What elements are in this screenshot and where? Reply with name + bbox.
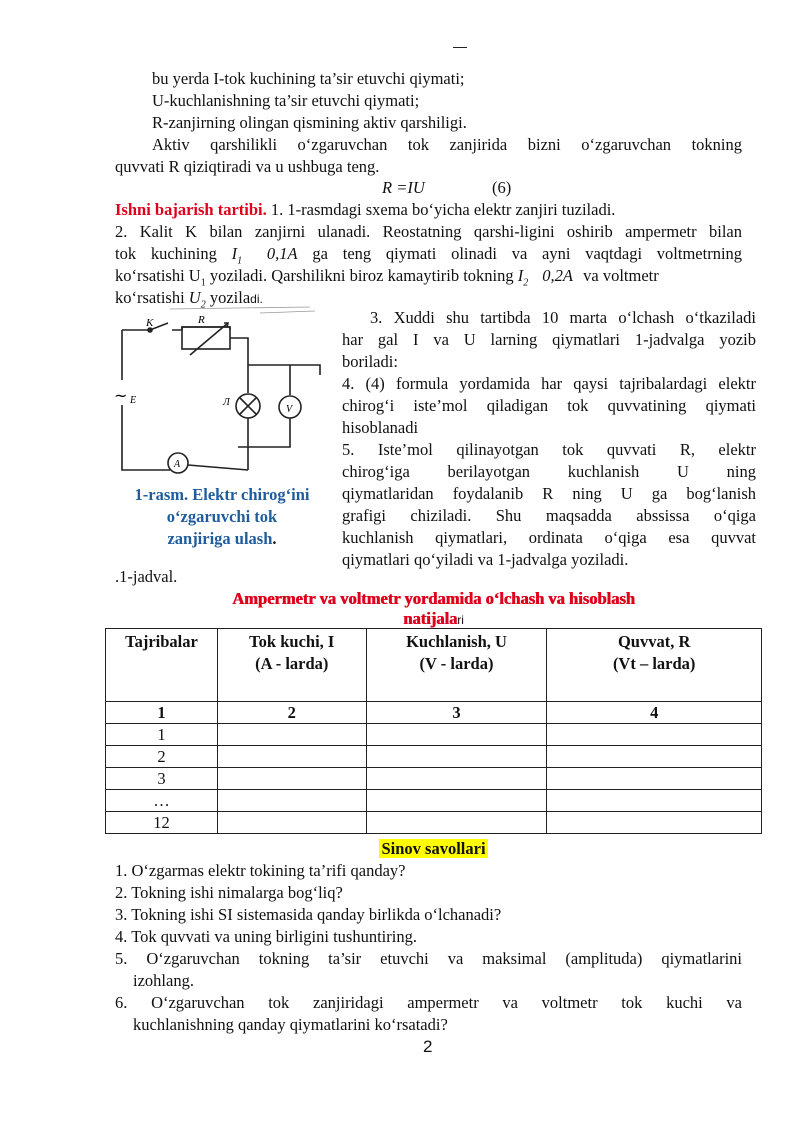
label-v: V: [286, 404, 293, 415]
procedure-step-1: [115, 199, 615, 221]
label-k: K: [146, 317, 154, 329]
right-line-5: chirog‘i iste’mol qiladigan tok quvvatining qiymati: [342, 396, 756, 415]
u1-sub: 1: [200, 277, 206, 289]
formula-number: (6): [492, 178, 512, 197]
cell-voltage: [366, 812, 547, 834]
right-line-3: boriladi:: [342, 352, 398, 371]
step2-text-c: ko‘rsatishi U: [115, 266, 201, 285]
table-row: [106, 812, 762, 834]
cell-voltage: [366, 724, 547, 746]
question-1: 1. O‘zgarmas elektr tokining ta’rifi qanday?: [115, 861, 406, 880]
caption-line-3-period: .: [272, 529, 277, 548]
cell-power: [547, 768, 762, 790]
lamp-cross: [240, 398, 256, 414]
right-line-1: 3. Xuddi shu tartibda 10 marta o‘lchash o‘tkaziladi: [370, 308, 756, 327]
label-lamp: Л: [223, 397, 230, 408]
questions-heading: Sinov savollari: [381, 839, 486, 858]
header-quvvat-line-2: (Vt – larda): [612, 654, 696, 673]
header-kuchlanish-line-2: (V - larda): [419, 654, 494, 673]
right-line-9: qiymatlaridan foydalanib R ning U ga bog‘lanish: [342, 484, 756, 503]
row-label: 1: [106, 724, 218, 746]
caption-line-3-text: zanjiriga ulash: [167, 529, 273, 548]
formula: R =IU: [382, 178, 425, 197]
header-quvvat-line-1: Quvvat, R: [617, 632, 691, 651]
right-line-10: grafigi chiziladi. Shu maqsadda abssissa o‘qiga: [342, 506, 756, 525]
i1-symbol: I: [231, 244, 238, 263]
i1-sub: 1: [237, 255, 243, 267]
cell-voltage: [366, 768, 547, 790]
question-6-line-1: 6. O‘zgaruvchan tok zanjiridagi ampermetr va voltmetr tok kuchi va: [115, 993, 742, 1012]
i2-sub: 2: [523, 277, 529, 289]
table-title: [105, 588, 762, 629]
i1-value: 0,1A: [266, 244, 298, 263]
question-2: 2. Tokning ishi nimalarga bog‘liq?: [115, 883, 343, 902]
left-wire-bottom: [122, 405, 170, 470]
voltmeter-wire-bottom: [238, 418, 290, 447]
table-header-row: [106, 629, 762, 702]
top-wire-right: [230, 338, 320, 375]
cell-power: [547, 724, 762, 746]
row-label: 2: [106, 746, 218, 768]
table-row: [106, 724, 762, 746]
cell-voltage: [366, 790, 547, 812]
col-number-2: 2: [217, 702, 366, 724]
cell-current: [217, 724, 366, 746]
table-title-line-2-bold: natijala: [403, 609, 458, 628]
cell-current: [217, 746, 366, 768]
procedure-step-2-line-1: 2. Kalit K bilan zanjirni ulanadi. Reostatning qarshi-ligini oshirib ampermetr bilan: [115, 222, 742, 241]
header-kuchlanish-line-1: Kuchlanish, U: [406, 632, 507, 651]
table-numbering-row: [106, 702, 762, 724]
row-label: 3: [106, 768, 218, 790]
table-row: [106, 746, 762, 768]
table-row: [106, 768, 762, 790]
bottom-wire-right: [188, 465, 248, 470]
u2-sub: 2: [200, 299, 206, 311]
questions-heading-wrap: [105, 838, 762, 860]
aktiv-paragraph-line-2: quvvati R qiziqtiradi va u ushbuga teng.: [115, 157, 380, 176]
step2-text-g: yozila: [205, 288, 251, 307]
label-r: R: [198, 314, 205, 326]
right-line-7: 5. Iste’mol qilinayotgan tok quvvati R, elektr: [342, 440, 756, 459]
step2-text-f: ko‘rsatishi: [115, 288, 189, 307]
caption-line-3: [112, 528, 332, 550]
label-e: E: [130, 395, 137, 406]
cell-voltage: [366, 746, 547, 768]
caption-line-2: o‘zgaruvchi tok: [166, 507, 278, 526]
i2-value: 0,2A: [542, 266, 573, 285]
figure-caption: [112, 484, 332, 550]
intro-line-3: R-zanjirning olingan qismining aktiv qarshiligi.: [152, 113, 467, 132]
header-tok-kuchi-line-1: Tok kuchi, I: [249, 632, 335, 651]
cell-power: [547, 790, 762, 812]
cell-current: [217, 768, 366, 790]
page-number: 2: [423, 1037, 433, 1056]
question-3: 3. Tokning ishi SI sistemasida qanday birlikda o‘lchanadi?: [115, 905, 502, 924]
header-tajribalar: [106, 629, 218, 702]
question-6-line-2: kuchlanishning qanday qiymatlarini ko‘rsatadi?: [133, 1015, 448, 1034]
right-line-6: hisoblanadi: [342, 418, 419, 437]
step2-text-h: di.: [250, 292, 263, 306]
question-4: 4. Tok quvvati va uning birligini tushuntiring.: [115, 927, 417, 946]
header-mark: —: [453, 38, 467, 54]
col-number-3: 3: [366, 702, 547, 724]
intro-line-1: bu yerda I-tok kuchining ta’sir etuvchi qiymati;: [152, 69, 465, 88]
current-i2: [517, 266, 529, 289]
header-quvvat: [547, 629, 762, 702]
table-title-line-2-small: ri: [457, 613, 464, 627]
right-line-8: chirog‘iga berilayotgan kuchlanish U ning: [342, 462, 756, 481]
header-kuchlanish: [366, 629, 547, 702]
label-tilde: ~: [114, 386, 128, 405]
col-number-1: 1: [106, 702, 218, 724]
right-line-12: qiymatlari qo‘yiladi va 1-jadvalga yoziladi.: [342, 550, 629, 569]
step2-text-b: ga teng qiymati olinadi va ayni vaqtdagi voltmetrning: [312, 244, 743, 263]
aktiv-paragraph-line-1: Aktiv qarshilikli o‘zgaruvchan tok zanjirida bizni o‘zgaruvchan tokning: [152, 135, 742, 154]
table-title-line-1: Ampermetr va voltmetr yordamida o‘lchash va hisoblash: [232, 589, 635, 608]
right-column-text: [342, 307, 756, 571]
question-5-line-1: 5. O‘zgaruvchan tokning ta’sir etuvchi va maksimal (amplituda) qiymatlarini: [115, 949, 742, 968]
procedure-step1-text: 1. 1-rasmdagi sxema bo‘yicha elektr zanjiri tuziladi.: [266, 200, 616, 219]
cell-power: [547, 812, 762, 834]
current-i1: [231, 244, 243, 267]
col-number-4: 4: [547, 702, 762, 724]
scan-artifact-lines: [170, 307, 315, 313]
right-line-11: kuchlanish qiymatlari, ordinata o‘qiga esa quvvat: [342, 528, 756, 547]
table-label: .1-jadval.: [115, 567, 178, 586]
row-label: 12: [106, 812, 218, 834]
right-line-2: har gal I va U larning qiymatlari 1-jadvalga yozib: [342, 330, 756, 349]
question-5-line-2: izohlang.: [133, 971, 194, 990]
procedure-heading: Ishni bajarish tartibi.: [115, 200, 267, 219]
i2-symbol: I: [517, 266, 524, 285]
results-table: [105, 628, 762, 834]
cell-power: [547, 746, 762, 768]
table-title-line-2: [105, 610, 762, 629]
caption-line-1: 1-rasm. Elektr chirog‘ini: [134, 485, 310, 504]
right-line-4: 4. (4) formula yordamida har qaysi tajribalardagi elektr: [342, 374, 756, 393]
cell-current: [217, 790, 366, 812]
header-tajribalar-text: Tajribalar: [125, 632, 198, 651]
u2-symbol: U: [188, 288, 201, 307]
intro-line-2: U-kuchlanishning ta’sir etuvchi qiymati;: [152, 91, 420, 110]
step2-text-e: va voltmetr: [579, 266, 659, 285]
table-row: [106, 790, 762, 812]
step2-text-d: yoziladi. Qarshilikni biroz kamaytirib tokning: [205, 266, 518, 285]
row-label: …: [106, 790, 218, 812]
step2-text-a: tok kuchining: [115, 244, 232, 263]
header-tok-kuchi-line-2: (A - larda): [255, 654, 329, 673]
label-a: A: [174, 459, 181, 470]
header-tok-kuchi: [217, 629, 366, 702]
cell-current: [217, 812, 366, 834]
circuit-diagram: [110, 305, 330, 485]
rheostat-body: [182, 327, 230, 349]
